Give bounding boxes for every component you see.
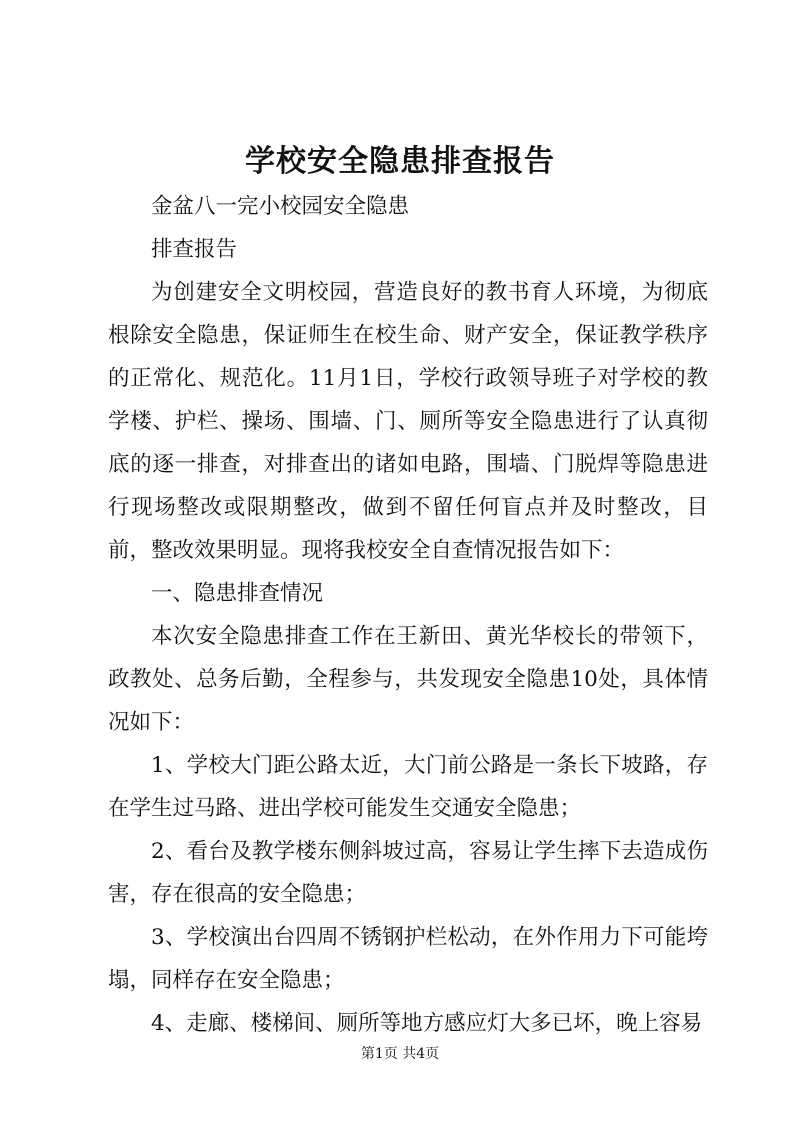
list-item: 2、看台及教学楼东侧斜坡过高，容易让学生摔下去造成伤害，存在很高的安全隐患； xyxy=(108,839,708,907)
list-item: 4、走廊、楼梯间、厕所等地方感应灯大多已坏，晚上容易 xyxy=(151,1011,703,1036)
intro-paragraph: 为创建安全文明校园，营造良好的教书育人环境，为彻底根除安全隐患，保证师生在校生命、财产安全，保证教学秩序的正常化、规范化。11月1日，学校行政领导班子对学校的教学楼、护栏、操场、围墙、门、厕所等安全隐患进行了认真彻底的逐一排查，对排查出的诸如电路，围墙、门脱焊等隐患进行现场整改或限期整改，做到不留任何盲点并及时整改，目前，整改效果明显。现将我校安全自查情况报告如下： xyxy=(108,280,708,563)
page-footer: 第1页 共4页 xyxy=(360,1046,440,1062)
list-item: 3、学校演出台四周不锈钢护栏松动，在外作用力下可能垮塌，同样存在安全隐患； xyxy=(108,925,708,993)
document-body xyxy=(108,185,708,1045)
document-title: 学校安全隐患排查报告 xyxy=(245,144,555,179)
section-paragraph: 本次安全隐患排查工作在王新田、黄光华校长的带领下，政教处、总务后勤，全程参与，共发现安全隐患10处，具体情况如下： xyxy=(108,624,708,735)
school-name-line: 金盆八一完小校园安全隐患 xyxy=(151,194,410,219)
report-subtitle-line: 排查报告 xyxy=(151,237,238,262)
section-heading: 一、隐患排查情况 xyxy=(151,581,324,606)
list-item: 1、学校大门距公路太近，大门前公路是一条长下坡路，存在学生过马路、进出学校可能发生交通安全隐患； xyxy=(108,753,708,821)
